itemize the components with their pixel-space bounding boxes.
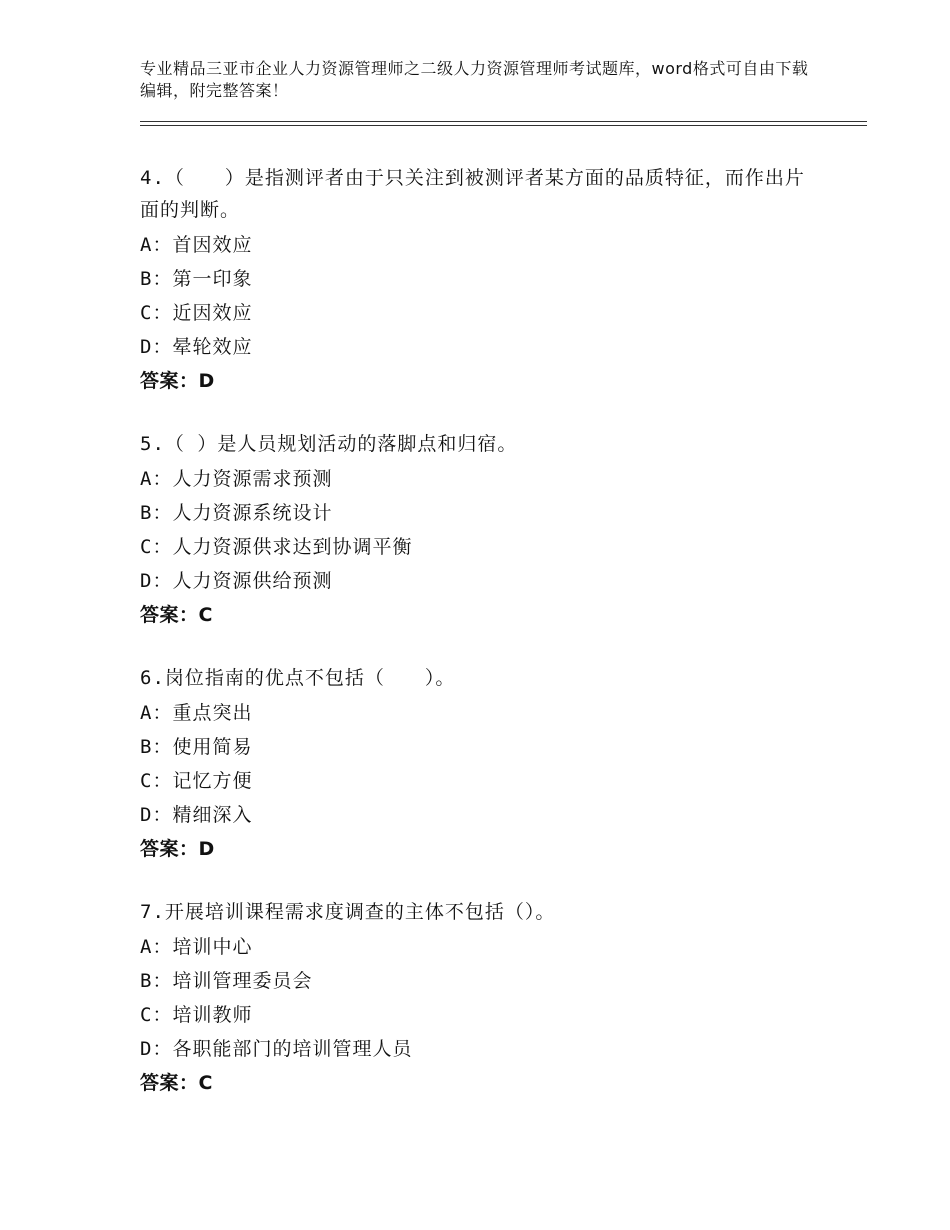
- option-b: B：人力资源系统设计: [140, 502, 333, 524]
- header-rule-bottom: [140, 125, 867, 126]
- option-c: C：人力资源供求达到协调平衡: [140, 536, 413, 558]
- option-d: D：精细深入: [140, 804, 253, 826]
- option-d: D：晕轮效应: [140, 336, 253, 358]
- answer-line: 答案：D: [140, 838, 215, 860]
- question-stem: 6.岗位指南的优点不包括（ ）。: [140, 667, 456, 689]
- question-6: [140, 662, 810, 866]
- document-header: 专业精品三亚市企业人力资源管理师之二级人力资源管理师考试题库，word格式可自由下载编辑，附完整答案！: [140, 59, 809, 100]
- answer-line: 答案：D: [140, 370, 215, 392]
- option-a: A：首因效应: [140, 234, 253, 256]
- option-b: B：第一印象: [140, 268, 253, 290]
- answer-line: 答案：C: [140, 604, 213, 626]
- question-4: [140, 162, 810, 398]
- option-a: A：人力资源需求预测: [140, 468, 333, 490]
- question-5: [140, 428, 810, 632]
- option-d: D：人力资源供给预测: [140, 570, 333, 592]
- option-c: C：记忆方便: [140, 770, 253, 792]
- question-7: [140, 896, 810, 1100]
- question-stem: 7.开展培训课程需求度调查的主体不包括（）。: [140, 901, 556, 923]
- question-stem: 4.（ ）是指测评者由于只关注到被测评者某方面的品质特征，而作出片面的判断。: [140, 167, 805, 221]
- option-b: B：使用简易: [140, 736, 253, 758]
- option-a: A：培训中心: [140, 936, 253, 958]
- question-stem: 5.（ ）是人员规划活动的落脚点和归宿。: [140, 433, 518, 455]
- answer-line: 答案：C: [140, 1072, 213, 1094]
- question-list: [140, 162, 810, 1130]
- option-c: C：近因效应: [140, 302, 253, 324]
- option-b: B：培训管理委员会: [140, 970, 313, 992]
- option-c: C：培训教师: [140, 1004, 253, 1026]
- header-rule-top: [140, 121, 867, 122]
- option-d: D：各职能部门的培训管理人员: [140, 1038, 413, 1060]
- option-a: A：重点突出: [140, 702, 253, 724]
